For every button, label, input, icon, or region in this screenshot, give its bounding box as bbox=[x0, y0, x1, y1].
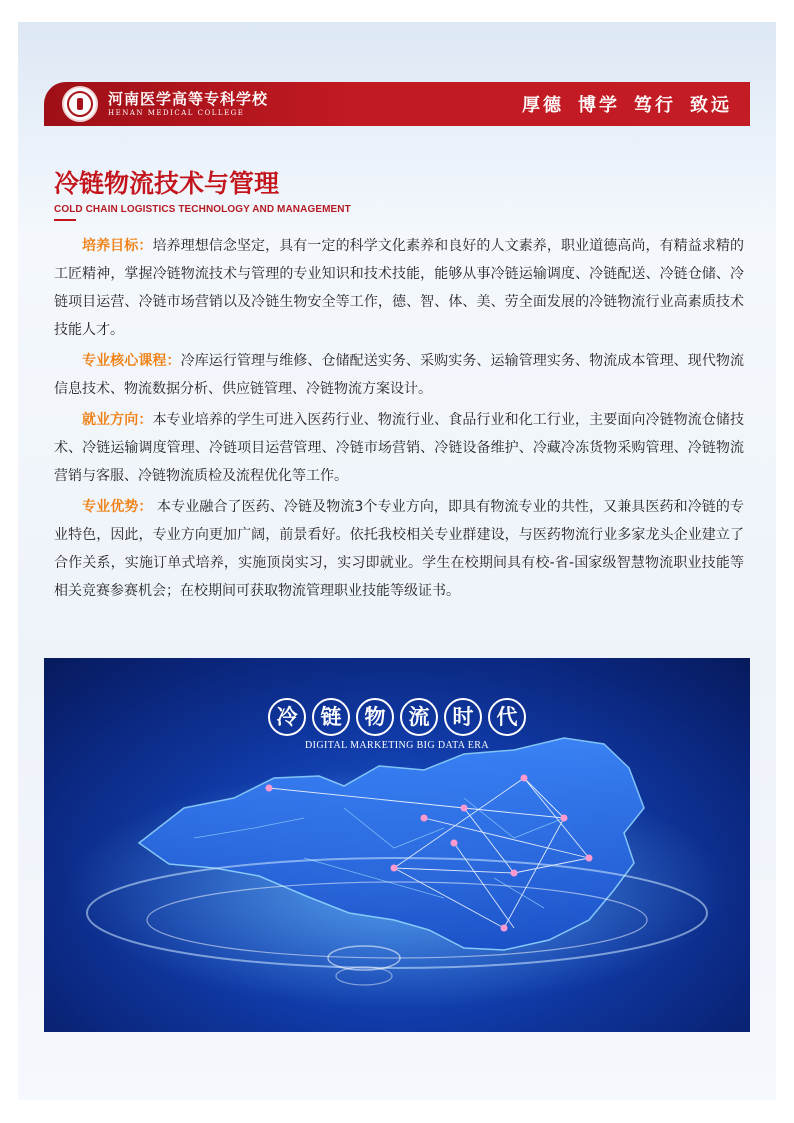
motto-word: 博学 bbox=[578, 95, 620, 116]
school-name-cn: 河南医学高等专科学校 bbox=[108, 90, 269, 108]
paragraph-label: 专业核心课程： bbox=[82, 353, 181, 369]
paragraph-text: 本专业培养的学生可进入医药行业、物流行业、食品行业和化工行业，主要面向冷链物流仓储技术、冷链运输调度管理、冷链项目运营管理、冷链市场营销、冷链设备维护、冷藏冷冻货物采购管理、冷链物流营销与客服、冷链物流质检及流程优化等工作。 bbox=[54, 412, 745, 484]
title-underline bbox=[54, 219, 76, 221]
banner-title-char: 流 bbox=[400, 698, 438, 736]
school-name-block bbox=[108, 90, 268, 118]
paragraph-label: 就业方向： bbox=[82, 412, 153, 428]
section-title: 冷链物流技术与管理 bbox=[54, 169, 280, 198]
motto-word: 笃行 bbox=[634, 95, 676, 116]
banner-title-char: 代 bbox=[488, 698, 526, 736]
paragraph-text: 培养理想信念坚定，具有一定的科学文化素养和良好的人文素养，职业道德高尚，有精益求精的工匠精神，掌握冷链物流技术与管理的专业知识和技术技能，能够从事冷链运输调度、冷链配送、冷链仓储、冷链项目运营、冷链市场营销以及冷链生物安全等工作，德、智、体、美、劳全面发展的冷链物流行业高素质技术技能人才。 bbox=[54, 238, 745, 338]
section-subtitle: COLD CHAIN LOGISTICS TECHNOLOGY AND MANAGEMENT bbox=[54, 204, 351, 215]
paragraph-text: 本专业融合了医药、冷链及物流3个专业方向，即具有物流专业的共性，又兼具医药和冷链的专业特色，因此，专业方向更加广阔，前景看好。依托我校相关专业群建设，与医药物流行业多家龙头企业建立了合作关系，实施订单式培养，实施顶岗实习，实习即就业。学生在校期间具有校-省-国家级智慧物流职业技能等相关竞赛参赛机会；在校期间可获取物流管理职业技能等级证书。 bbox=[54, 499, 745, 599]
motto-word: 致远 bbox=[690, 95, 732, 116]
paragraph-label: 培养目标： bbox=[82, 238, 153, 254]
banner-title bbox=[44, 698, 750, 736]
motto-word: 厚德 bbox=[522, 95, 564, 116]
banner-title-char: 时 bbox=[444, 698, 482, 736]
school-name-en: HENAN MEDICAL COLLEGE bbox=[108, 109, 245, 117]
school-seal-icon bbox=[67, 91, 93, 117]
school-logo bbox=[62, 86, 98, 122]
paragraph-label: 专业优势： bbox=[82, 499, 153, 515]
banner-title-char: 冷 bbox=[268, 698, 306, 736]
paragraph-advantages bbox=[54, 493, 744, 605]
paragraph-text: 冷库运行管理与维修、仓储配送实务、采购实务、运输管理实务、物流成本管理、现代物流信息技术、物流数据分析、供应链管理、冷链物流方案设计。 bbox=[54, 353, 744, 397]
content-body bbox=[54, 232, 744, 608]
banner-subtitle: DIGITAL MARKETING BIG DATA ERA bbox=[305, 740, 489, 751]
banner-title-char: 链 bbox=[312, 698, 350, 736]
cold-chain-banner bbox=[44, 658, 750, 1032]
paragraph-training-goal bbox=[54, 232, 744, 344]
section-title-block bbox=[54, 168, 351, 221]
page-header bbox=[44, 82, 750, 126]
paragraph-employment bbox=[54, 406, 744, 490]
banner-title-char: 物 bbox=[356, 698, 394, 736]
school-motto bbox=[522, 91, 732, 117]
paragraph-core-courses bbox=[54, 347, 744, 403]
